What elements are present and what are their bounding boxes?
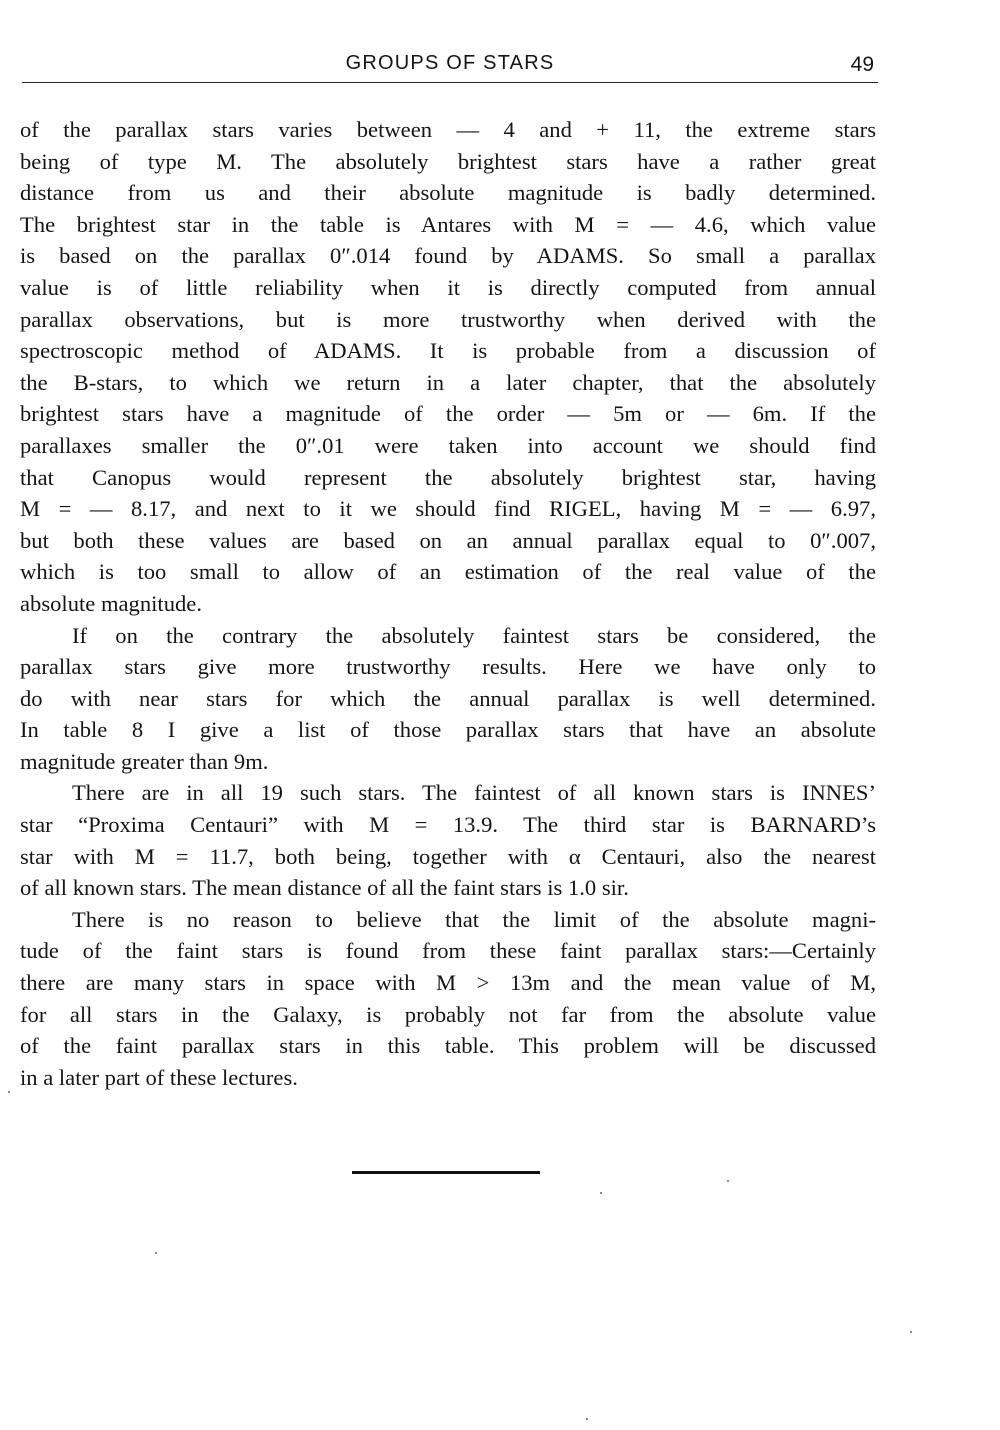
- text-line: There are in all 19 such stars. The faintest of all known stars is INNES’: [72, 780, 876, 806]
- running-header-title: GROUPS OF STARS: [345, 52, 555, 74]
- end-rule: [352, 1171, 540, 1174]
- text-line: of all known stars. The mean distance of all the faint stars is 1.0 sir.: [20, 875, 629, 901]
- text-line: brightest stars have a magnitude of the order — 5m or — 6m. If the: [20, 401, 876, 427]
- page-number: 49: [850, 53, 874, 76]
- print-speck: [600, 1192, 602, 1194]
- text-line: is based on the parallax 0″.014 found by ADAMS. So small a parallax: [20, 243, 876, 269]
- print-speck: [727, 1180, 729, 1182]
- text-line: If on the contrary the absolutely faintest stars be considered, the: [72, 622, 876, 648]
- text-line: of the faint parallax stars in this table. This problem will be discussed: [20, 1033, 876, 1059]
- paragraph-4: [20, 904, 876, 1094]
- text-line: M = — 8.17, and next to it we should find RIGEL, having M = — 6.97,: [20, 496, 876, 522]
- paragraph-2: [20, 620, 876, 778]
- text-line: in a later part of these lectures.: [20, 1064, 298, 1090]
- text-line: being of type M. The absolutely brightest stars have a rather great: [20, 148, 876, 174]
- text-line: parallax observations, but is more trustworthy when derived with the: [20, 306, 876, 332]
- text-line: absolute magnitude.: [20, 590, 202, 616]
- text-line: The brightest star in the table is Antares with M = — 4.6, which value: [20, 211, 876, 237]
- text-line: star with M = 11.7, both being, together with α Centauri, also the nearest: [20, 843, 876, 869]
- text-line: of the parallax stars varies between — 4 and + 11, the extreme stars: [20, 117, 876, 142]
- paragraph-3: [20, 777, 876, 903]
- print-speck: [155, 1252, 157, 1254]
- text-line: do with near stars for which the annual parallax is well determined.: [20, 685, 876, 711]
- text-line: for all stars in the Galaxy, is probably not far from the absolute value: [20, 1001, 876, 1027]
- text-line: value is of little reliability when it is directly computed from annual: [20, 274, 876, 300]
- text-line: tude of the faint stars is found from these faint parallax stars:—Certainly: [20, 938, 876, 964]
- running-header: [22, 50, 878, 80]
- text-line: parallaxes smaller the 0″.01 were taken into account we should find: [20, 432, 876, 458]
- text-line: which is too small to allow of an estimation of the real value of the: [20, 559, 876, 585]
- text-line: There is no reason to believe that the limit of the absolute magni-: [72, 906, 876, 932]
- text-line: distance from us and their absolute magnitude is badly determined.: [20, 180, 876, 206]
- print-speck: [910, 1331, 912, 1333]
- print-speck: [586, 1418, 588, 1420]
- header-rule: [22, 82, 878, 83]
- text-line: there are many stars in space with M > 13m and the mean value of M,: [20, 970, 876, 996]
- paragraph-1: [20, 114, 876, 620]
- print-speck: [8, 1091, 10, 1093]
- text-line: that Canopus would represent the absolutely brightest star, having: [20, 464, 876, 490]
- text-line: the B-stars, to which we return in a later chapter, that the absolutely: [20, 369, 876, 395]
- text-line: but both these values are based on an annual parallax equal to 0″.007,: [20, 527, 876, 553]
- text-line: star “Proxima Centauri” with M = 13.9. The third star is BARNARD’s: [20, 812, 876, 838]
- text-line: parallax stars give more trustworthy results. Here we have only to: [20, 654, 876, 680]
- text-line: magnitude greater than 9m.: [20, 748, 269, 774]
- text-line: spectroscopic method of ADAMS. It is probable from a discussion of: [20, 338, 876, 364]
- text-line: In table 8 I give a list of those parallax stars that have an absolute: [20, 717, 876, 743]
- body-text: [20, 114, 876, 1093]
